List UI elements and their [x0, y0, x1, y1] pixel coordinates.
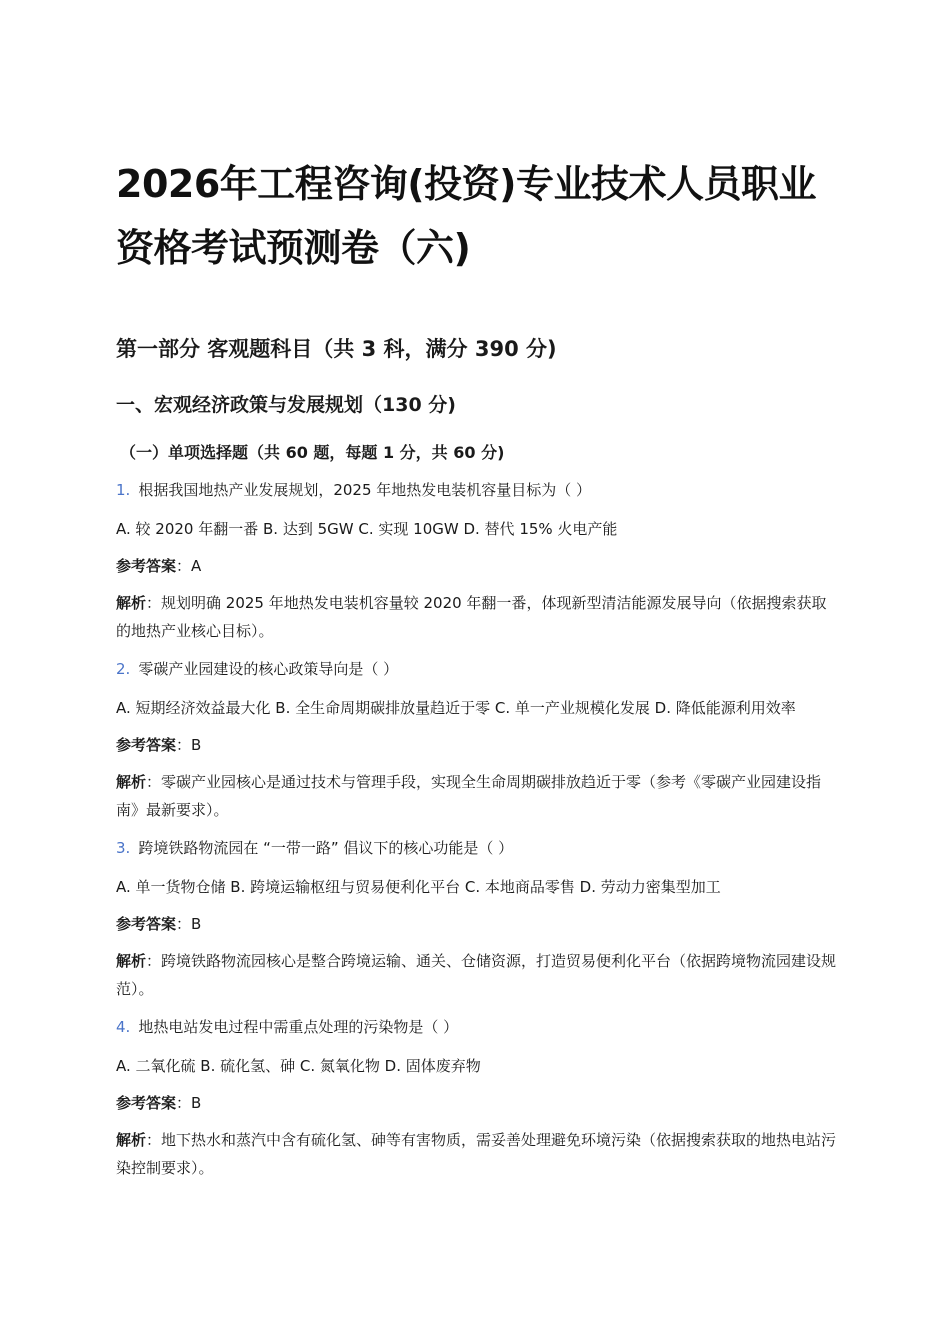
question-text: 地热电站发电过程中需重点处理的污染物是（ ）	[138, 1018, 459, 1036]
answer-value: ：A	[176, 557, 202, 575]
answer-value: ：B	[176, 1094, 202, 1112]
question-stem	[116, 478, 838, 502]
answer-line	[116, 731, 838, 759]
document-title: 2026年工程咨询(投资)专业技术人员职业资格考试预测卷（六)	[116, 162, 816, 270]
analysis-line	[116, 589, 838, 645]
question-options: A. 单一货物仓储 B. 跨境运输枢纽与贸易便利化平台 C. 本地商品零售 D. 劳动力密集型加工	[116, 878, 721, 896]
part-heading: 第一部分 客观题科目（共 3 科，满分 390 分)	[116, 337, 557, 361]
question-text: 跨境铁路物流园在 “一带一路” 倡议下的核心功能是（ ）	[138, 839, 514, 857]
answer-label: 参考答案	[116, 736, 177, 754]
question-number: 1.	[116, 481, 131, 499]
answer-label: 参考答案	[116, 1094, 177, 1112]
question-options: A. 二氧化硫 B. 硫化氢、砷 C. 氮氧化物 D. 固体废弃物	[116, 1057, 481, 1075]
analysis-text: ：零碳产业园核心是通过技术与管理手段，实现全生命周期碳排放趋近于零（参考《零碳产业园建设指南》最新要求）。	[116, 773, 822, 819]
question-number: 3.	[116, 839, 131, 857]
question-text: 零碳产业园建设的核心政策导向是（ ）	[138, 660, 399, 678]
analysis-line	[116, 947, 838, 1003]
question-block	[116, 657, 838, 824]
question-stem	[116, 836, 838, 860]
question-stem	[116, 1015, 838, 1039]
answer-label: 参考答案	[116, 915, 177, 933]
question-options: A. 较 2020 年翻一番 B. 达到 5GW C. 实现 10GW D. 替代 15% 火电产能	[116, 520, 618, 538]
question-text: 根据我国地热产业发展规划，2025 年地热发电装机容量目标为（ ）	[138, 481, 592, 499]
question-options: A. 短期经济效益最大化 B. 全生命周期碳排放量趋近于零 C. 单一产业规模化发展 D. 降低能源利用效率	[116, 699, 796, 717]
question-number: 4.	[116, 1018, 131, 1036]
analysis-line	[116, 1126, 838, 1182]
answer-line	[116, 1089, 838, 1117]
question-number: 2.	[116, 660, 131, 678]
section-heading: 一、宏观经济政策与发展规划（130 分)	[116, 394, 456, 416]
answer-line	[116, 552, 838, 580]
question-block	[116, 1015, 838, 1182]
question-block	[116, 836, 838, 1003]
analysis-label: 解析	[116, 594, 147, 612]
analysis-label: 解析	[116, 773, 147, 791]
answer-line	[116, 910, 838, 938]
analysis-text: ：地下热水和蒸汽中含有硫化氢、砷等有害物质，需妥善处理避免环境污染（依据搜索获取的地热电站污染控制要求）。	[116, 1131, 837, 1177]
subsection-heading: （一）单项选择题（共 60 题，每题 1 分，共 60 分)	[120, 443, 505, 462]
question-stem	[116, 657, 838, 681]
analysis-line	[116, 768, 838, 824]
answer-value: ：B	[176, 736, 202, 754]
analysis-text: ：跨境铁路物流园核心是整合跨境运输、通关、仓储资源，打造贸易便利化平台（依据跨境物流园建设规范）。	[116, 952, 837, 998]
answer-label: 参考答案	[116, 557, 177, 575]
analysis-text: ：规划明确 2025 年地热发电装机容量较 2020 年翻一番，体现新型清洁能源发展导向（依据搜索获取的地热产业核心目标）。	[116, 594, 827, 640]
analysis-label: 解析	[116, 1131, 147, 1149]
analysis-label: 解析	[116, 952, 147, 970]
answer-value: ：B	[176, 915, 202, 933]
document-content	[116, 152, 838, 1182]
question-block	[116, 478, 838, 645]
